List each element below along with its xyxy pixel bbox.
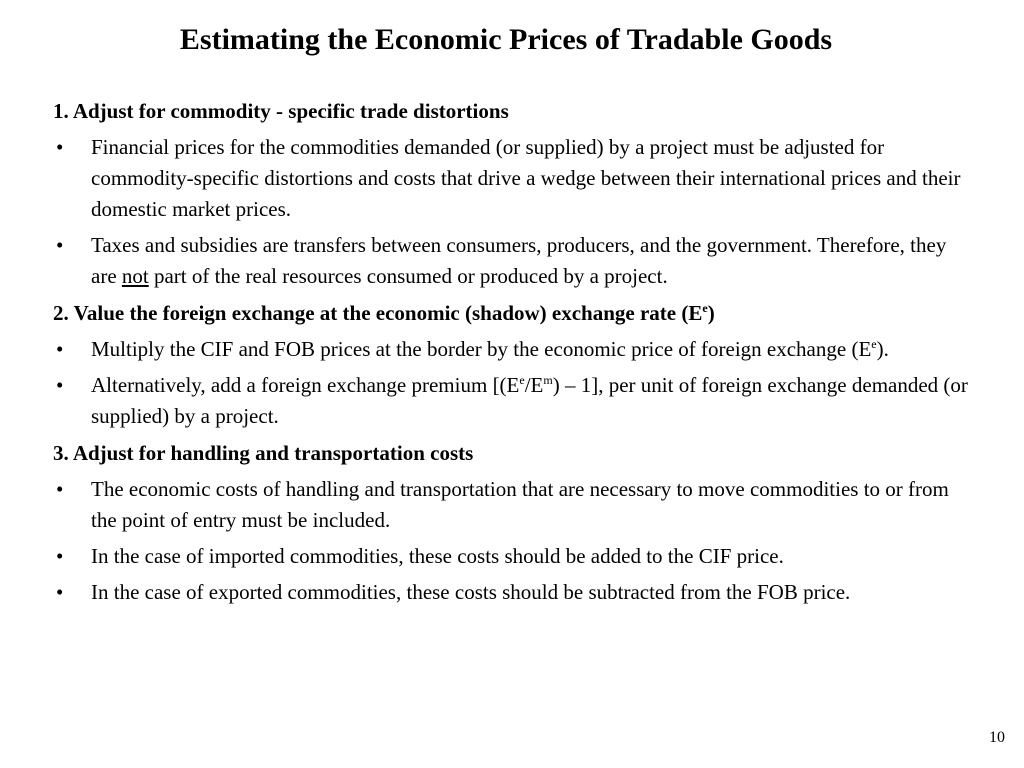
bullet-text-part: /E <box>524 373 544 397</box>
list-item <box>53 230 973 292</box>
bullet-text: In the case of exported commodities, these costs should be subtracted from the FOB price. <box>91 580 851 604</box>
section-heading-2 <box>53 298 973 329</box>
bullet-text-part: ). <box>876 337 889 361</box>
bullet-marker: • <box>56 580 64 604</box>
bullet-marker: • <box>56 544 64 568</box>
section-heading-3: 3. Adjust for handling and transportation costs <box>53 441 474 465</box>
bullet-text-part: Taxes and subsidies are transfers between consumers, producers, and the government. Therefore, they are <box>91 233 947 288</box>
list-item <box>53 334 973 365</box>
list-item <box>53 132 973 225</box>
emphasis-text: not <box>121 264 149 288</box>
section-heading-1: 1. Adjust for commodity - specific trade distortions <box>53 99 509 123</box>
bullet-text: In the case of imported commodities, these costs should be added to the CIF price. <box>91 544 784 568</box>
slide-title: Estimating the Economic Prices of Tradable Goods <box>179 23 833 56</box>
bullet-marker: • <box>56 135 64 159</box>
superscript: m <box>543 373 553 387</box>
bullet-text: The economic costs of handling and transportation that are necessary to move commodities to or from the point of entry must be included. <box>91 477 949 532</box>
bullet-marker: • <box>56 233 64 257</box>
list-item <box>53 474 973 536</box>
bullet-text: Financial prices for the commodities demanded (or supplied) by a project must be adjusted for commodity-specific distortions and costs that drive a wedge between their international prices and their domestic market prices. <box>91 135 961 221</box>
page-number: 10 <box>989 729 1005 746</box>
bullet-text-part: Alternatively, add a foreign exchange premium [(E <box>91 373 520 397</box>
superscript: e <box>871 337 877 351</box>
heading-text-end: ) <box>707 301 715 325</box>
superscript: e <box>702 301 708 315</box>
bullet-text-part: part of the real resources consumed or produced by a project. <box>148 264 668 288</box>
list-item <box>53 370 973 432</box>
bullet-text-part: ) – 1], per unit of foreign exchange demanded (or supplied) by a project. <box>91 373 968 428</box>
list-item <box>53 541 973 572</box>
bullet-marker: • <box>56 337 64 361</box>
superscript: e <box>519 373 525 387</box>
bullet-text-part: Multiply the CIF and FOB prices at the border by the economic price of foreign exchange (E <box>91 337 872 361</box>
bullet-marker: • <box>56 373 64 397</box>
bullet-marker: • <box>56 477 64 501</box>
heading-text: 2. Value the foreign exchange at the economic (shadow) exchange rate (E <box>53 301 703 325</box>
slide-content <box>53 96 973 608</box>
list-item <box>53 577 973 608</box>
